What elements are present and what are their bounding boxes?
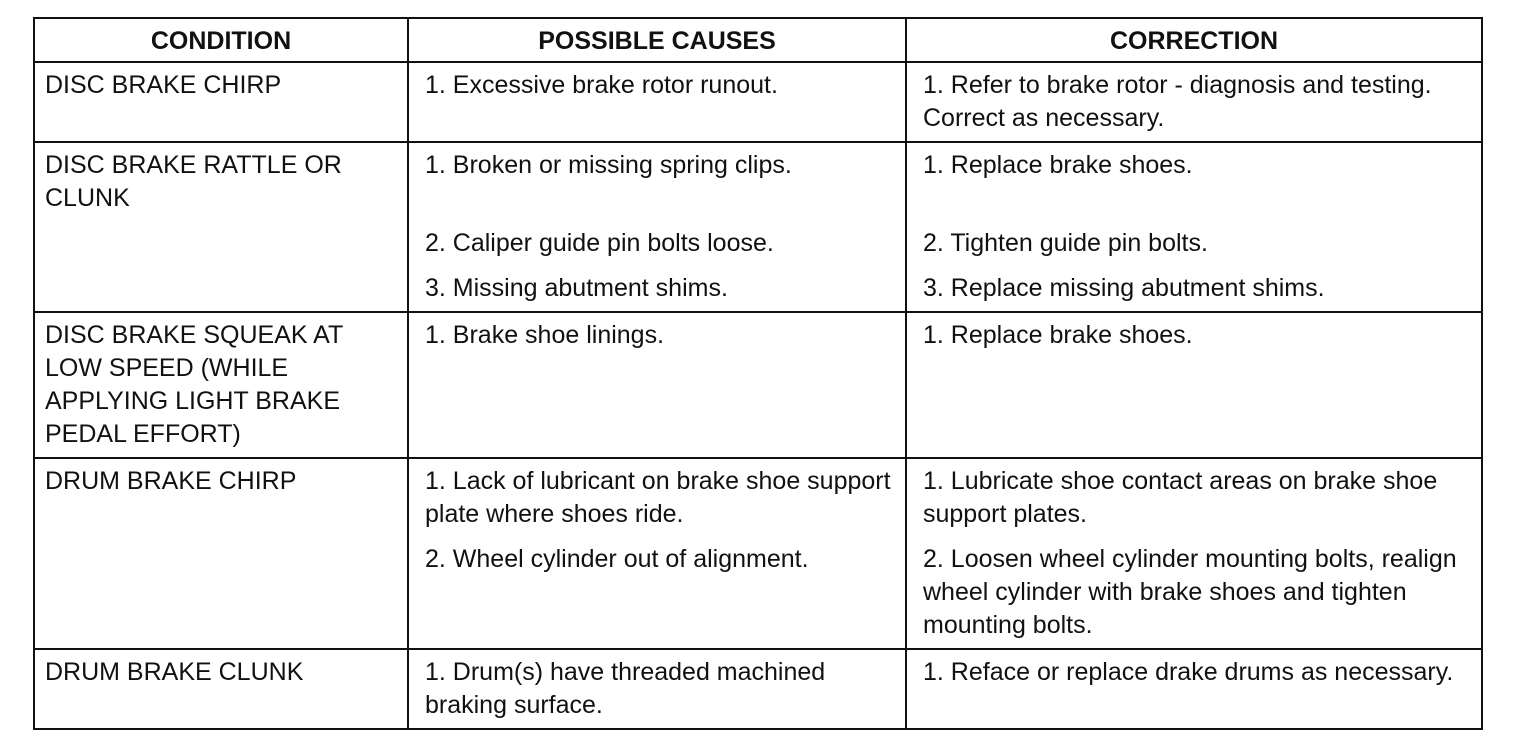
causes-cell [408,312,906,458]
table-body [34,62,1482,729]
cause-item: 1. Lack of lubricant on brake shoe support plate where shoes ride. [425,467,891,528]
causes-cell [408,649,906,729]
condition-cell [34,312,408,458]
condition-text: DRUM BRAKE CHIRP [45,467,297,495]
cause-item: 2. Wheel cylinder out of alignment. [425,545,809,573]
cause-item: 1. Drum(s) have threaded machined braking surface. [425,658,826,719]
table-row [34,458,1482,649]
cause-item: 2. Caliper guide pin bolts loose. [425,229,774,257]
correction-item: 1. Replace brake shoes. [923,321,1193,349]
correction-cell [906,142,1482,312]
condition-text: DISC BRAKE RATTLE OR CLUNK [45,151,342,212]
condition-cell [34,649,408,729]
cause-item: 3. Missing abutment shims. [425,274,728,302]
correction-item: 2. Tighten guide pin bolts. [923,229,1208,257]
condition-text: DISC BRAKE SQUEAK AT LOW SPEED (WHILE APPLYING LIGHT BRAKE PEDAL EFFORT) [45,321,343,448]
correction-cell [906,62,1482,142]
condition-cell [34,142,408,312]
condition-cell [34,458,408,649]
cause-item: 1. Broken or missing spring clips. [425,151,792,179]
condition-text: DISC BRAKE CHIRP [45,71,282,99]
causes-cell [408,62,906,142]
correction-item: 1. Lubricate shoe contact areas on brake shoe support plates. [923,467,1438,528]
table-row [34,312,1482,458]
correction-item: 1. Replace brake shoes. [923,151,1193,179]
causes-cell [408,458,906,649]
header-condition: CONDITION [34,18,408,62]
condition-text: DRUM BRAKE CLUNK [45,658,304,686]
correction-cell [906,458,1482,649]
cause-item: 1. Brake shoe linings. [425,321,665,349]
causes-cell [408,142,906,312]
header-row [34,18,1482,62]
correction-item: 1. Reface or replace drake drums as necessary. [923,658,1454,686]
header-possible-causes: POSSIBLE CAUSES [408,18,906,62]
correction-item: 2. Loosen wheel cylinder mounting bolts, realign wheel cylinder with brake shoes and tighten mounting bolts. [923,545,1457,639]
correction-cell [906,649,1482,729]
correction-item: 3. Replace missing abutment shims. [923,274,1325,302]
troubleshooting-table-container [33,17,1481,730]
correction-cell [906,312,1482,458]
table-row [34,142,1482,312]
cause-item: 1. Excessive brake rotor runout. [425,71,778,99]
table-row [34,62,1482,142]
condition-cell [34,62,408,142]
correction-item: 1. Refer to brake rotor - diagnosis and testing. Correct as necessary. [923,71,1432,132]
table-header [34,18,1482,62]
table-row [34,649,1482,729]
brake-noise-diagnosis-table [33,17,1483,730]
header-correction: CORRECTION [906,18,1482,62]
